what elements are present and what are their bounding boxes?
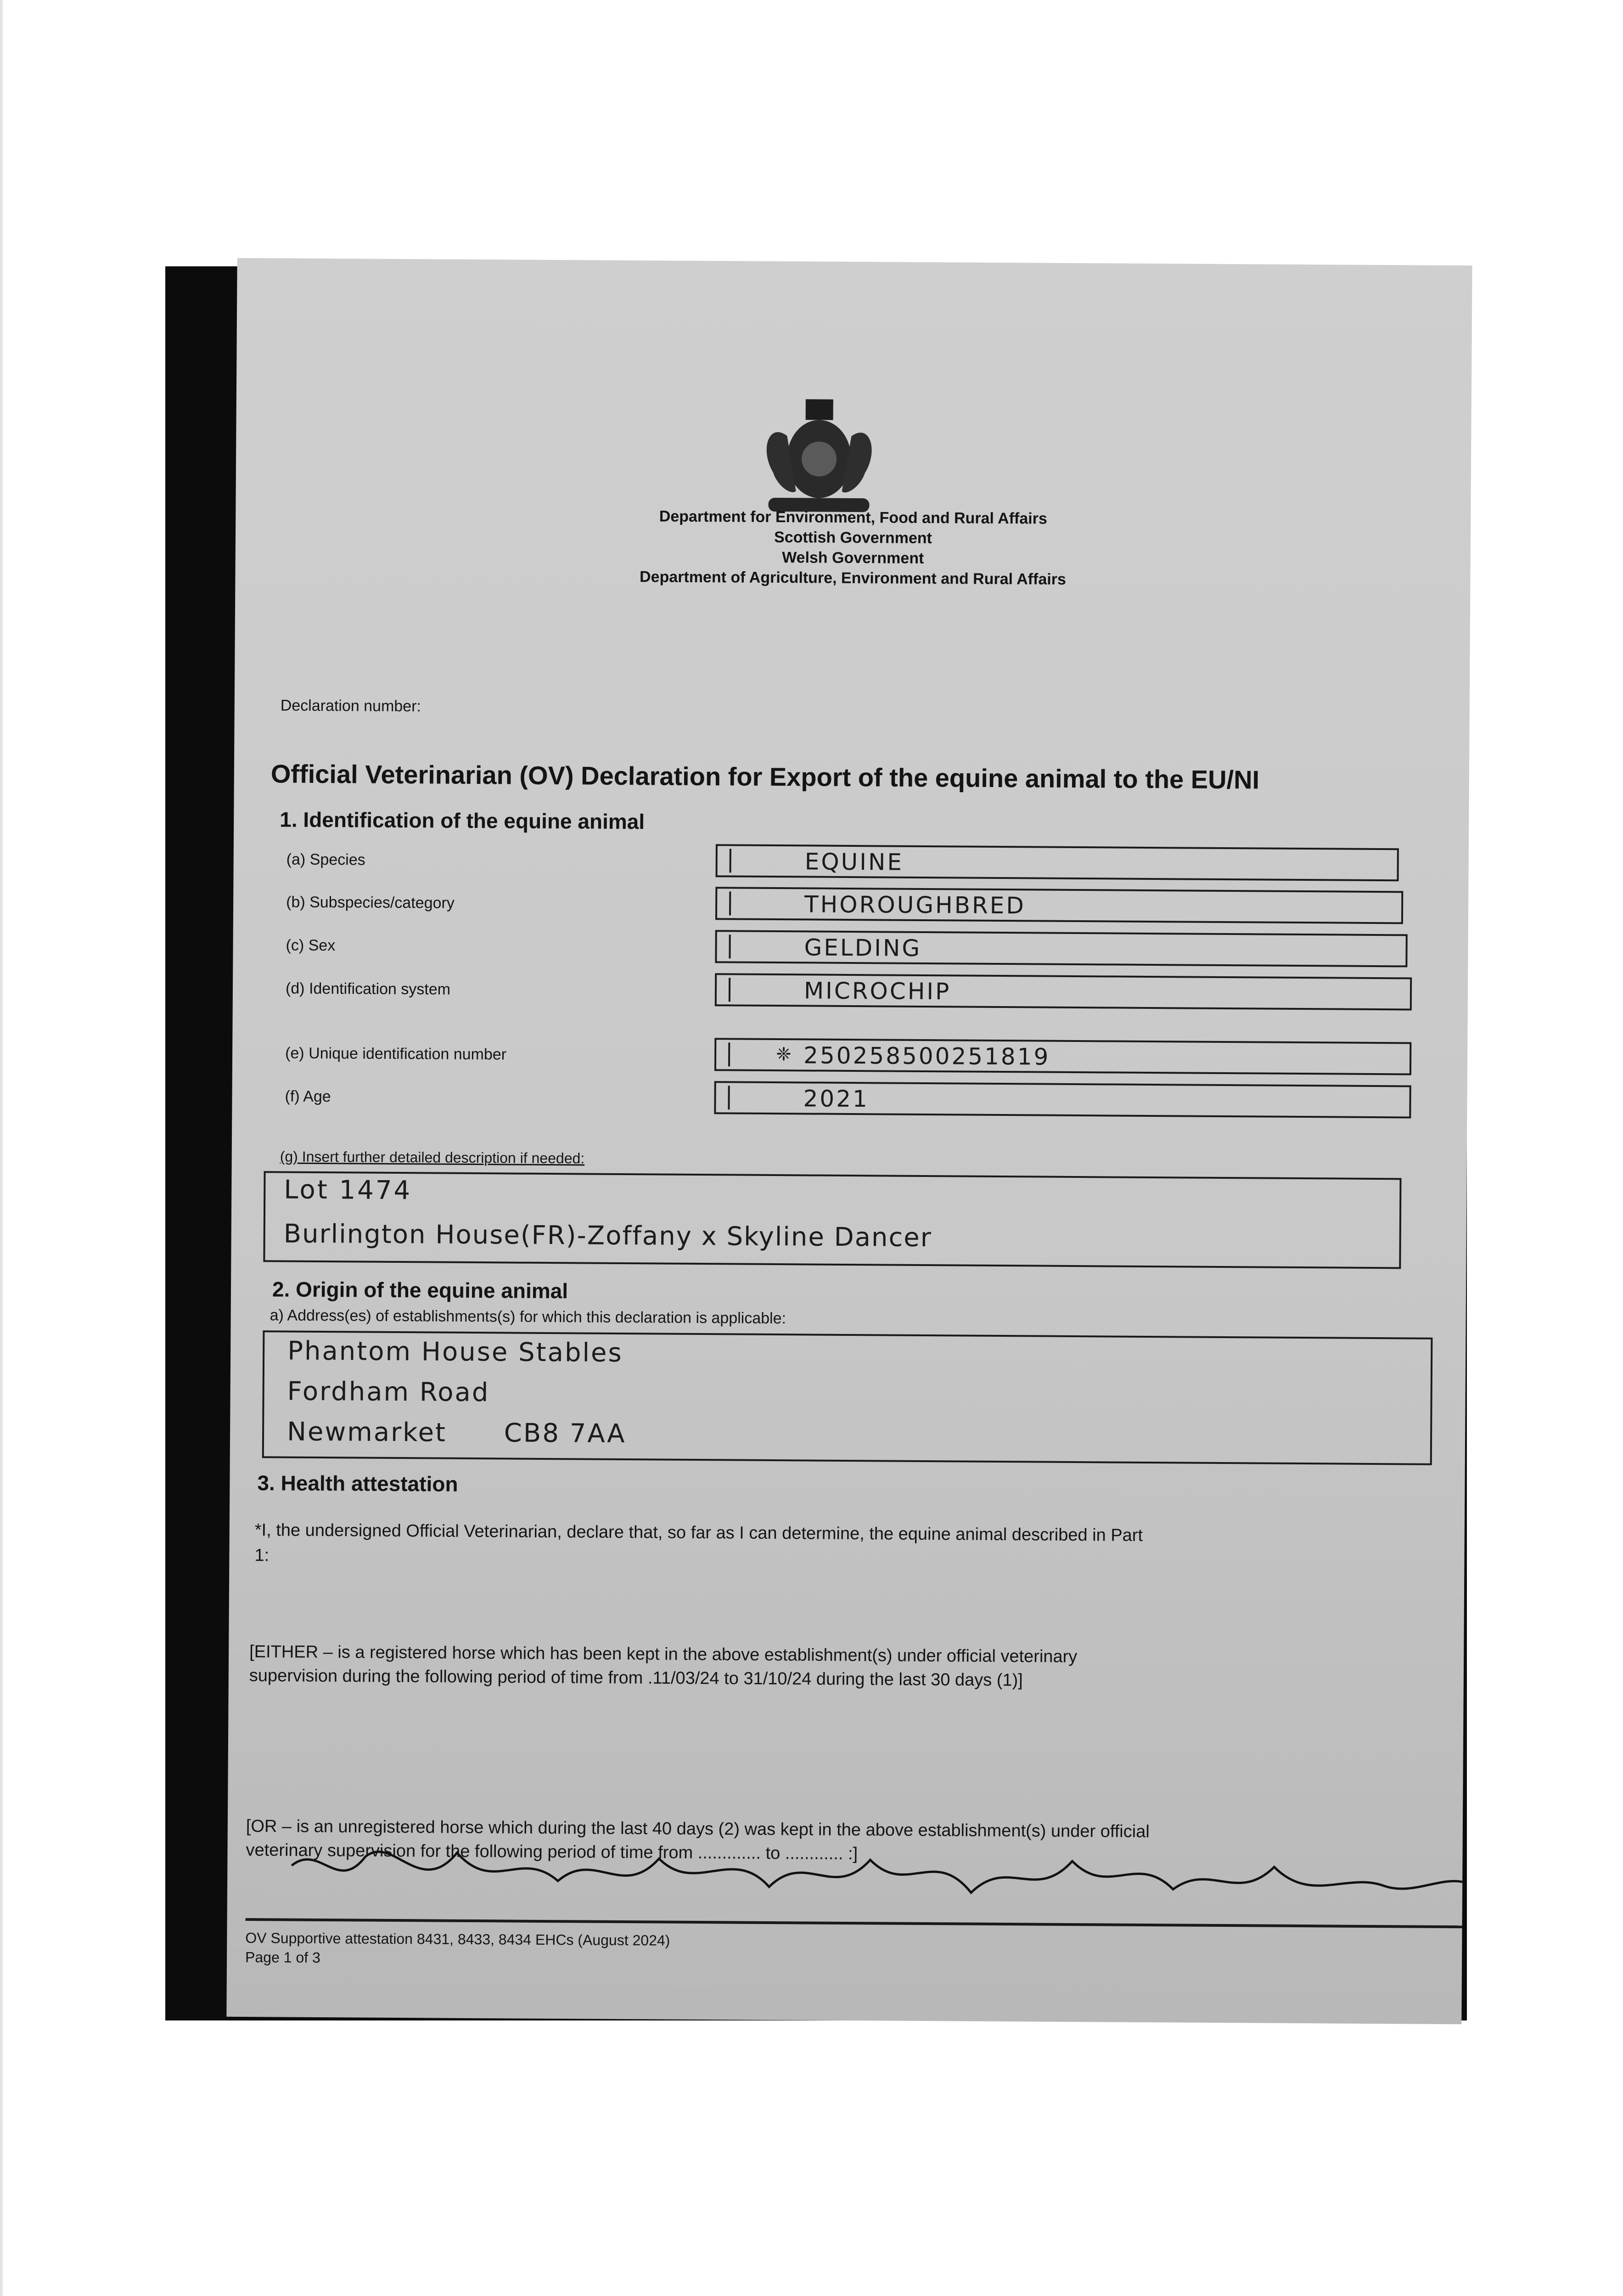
- further-description-box[interactable]: [263, 1171, 1401, 1269]
- unique-id-label: (e) Unique identification number: [285, 1044, 507, 1064]
- species-label: (a) Species: [286, 850, 365, 869]
- field-marker: [728, 1042, 730, 1066]
- subspecies-field[interactable]: [715, 887, 1403, 924]
- field-marker: [730, 849, 731, 872]
- or-clause-line-2: veterinary supervision for the following period of time from ............. to ............ :]: [246, 1840, 858, 1864]
- section-1-heading: 1. Identification of the equine animal: [280, 807, 645, 834]
- subspecies-label: (b) Subspecies/category: [286, 893, 455, 912]
- scan-edge: [0, 0, 3, 2296]
- address-box[interactable]: [262, 1330, 1433, 1465]
- identification-system-value: MICROCHIP: [803, 977, 951, 1005]
- sex-field[interactable]: [715, 930, 1407, 967]
- section-2-heading: 2. Origin of the equine animal: [272, 1277, 568, 1303]
- department-name-2: Scottish Government: [774, 528, 932, 547]
- age-field[interactable]: [714, 1081, 1411, 1118]
- attestation-intro-line-1: *I, the undersigned Official Veterinarian, declare that, so far as I can determine, the equine animal described in Part: [254, 1520, 1143, 1545]
- declaration-number-label: Declaration number:: [280, 697, 421, 715]
- unique-id-field[interactable]: [714, 1038, 1411, 1075]
- footer-page-number: Page 1 of 3: [245, 1948, 320, 1966]
- field-marker: [729, 978, 730, 1002]
- either-clause-line-2: supervision during the following period of time from .11/03/24 to 31/10/24 during the last 30 days (1)]: [249, 1666, 1023, 1690]
- strike-through-scribble: [282, 1838, 1467, 1909]
- sex-label: (c) Sex: [286, 936, 336, 955]
- annotation-mark-icon: ❈: [776, 1044, 793, 1065]
- identification-system-field[interactable]: [715, 973, 1412, 1010]
- or-clause-line-1: [OR – is an unregistered horse which during the last 40 days (2) was kept in the above establishment(s) under official: [246, 1817, 1150, 1842]
- document-title: Official Veterinarian (OV) Declaration for Export of the equine animal to the EU/NI: [270, 759, 1260, 794]
- department-name-4: Department of Agriculture, Environment and Rural Affairs: [639, 568, 1067, 588]
- footer-divider: [246, 1918, 1462, 1928]
- attestation-intro-line-2: 1:: [254, 1546, 270, 1565]
- department-name-3: Welsh Government: [782, 549, 924, 567]
- further-description-label: (g) Insert further detailed description if needed:: [280, 1148, 585, 1167]
- field-marker: [728, 1086, 730, 1109]
- age-label: (f) Age: [285, 1087, 331, 1106]
- species-field[interactable]: [716, 844, 1399, 881]
- section-3-heading: 3. Health attestation: [257, 1471, 458, 1496]
- address-line-3: Newmarket CB8 7AA: [286, 1417, 626, 1449]
- field-marker: [729, 934, 730, 958]
- either-clause-line-1: [EITHER – is a registered horse which has been kept in the above establishment(s) under official veterinary: [249, 1642, 1078, 1667]
- further-description-line-2: Burlington House(FR)-Zoffany x Skyline Dancer: [283, 1219, 932, 1253]
- sex-value: GELDING: [804, 934, 922, 962]
- age-value: 2021: [803, 1085, 869, 1113]
- address-label: a) Address(es) of establishments(s) for which this declaration is applicable:: [270, 1306, 786, 1328]
- department-name-1: Department for Environment, Food and Rural Affairs: [659, 507, 1047, 528]
- identification-system-label: (d) Identification system: [285, 979, 451, 998]
- subspecies-value: THOROUGHBRED: [804, 891, 1026, 919]
- document-sheet: [226, 258, 1472, 2024]
- footer-reference: OV Supportive attestation 8431, 8433, 8434 EHCs (August 2024): [245, 1929, 670, 1949]
- unique-id-value: 250258500251819: [803, 1042, 1050, 1070]
- field-marker: [729, 891, 731, 915]
- address-line-1: Phantom House Stables: [287, 1336, 623, 1368]
- royal-coat-of-arms-logo: [741, 381, 898, 519]
- address-line-2: Fordham Road: [287, 1376, 490, 1408]
- species-value: EQUINE: [804, 848, 904, 876]
- further-description-line-1: Lot 1474: [284, 1175, 412, 1206]
